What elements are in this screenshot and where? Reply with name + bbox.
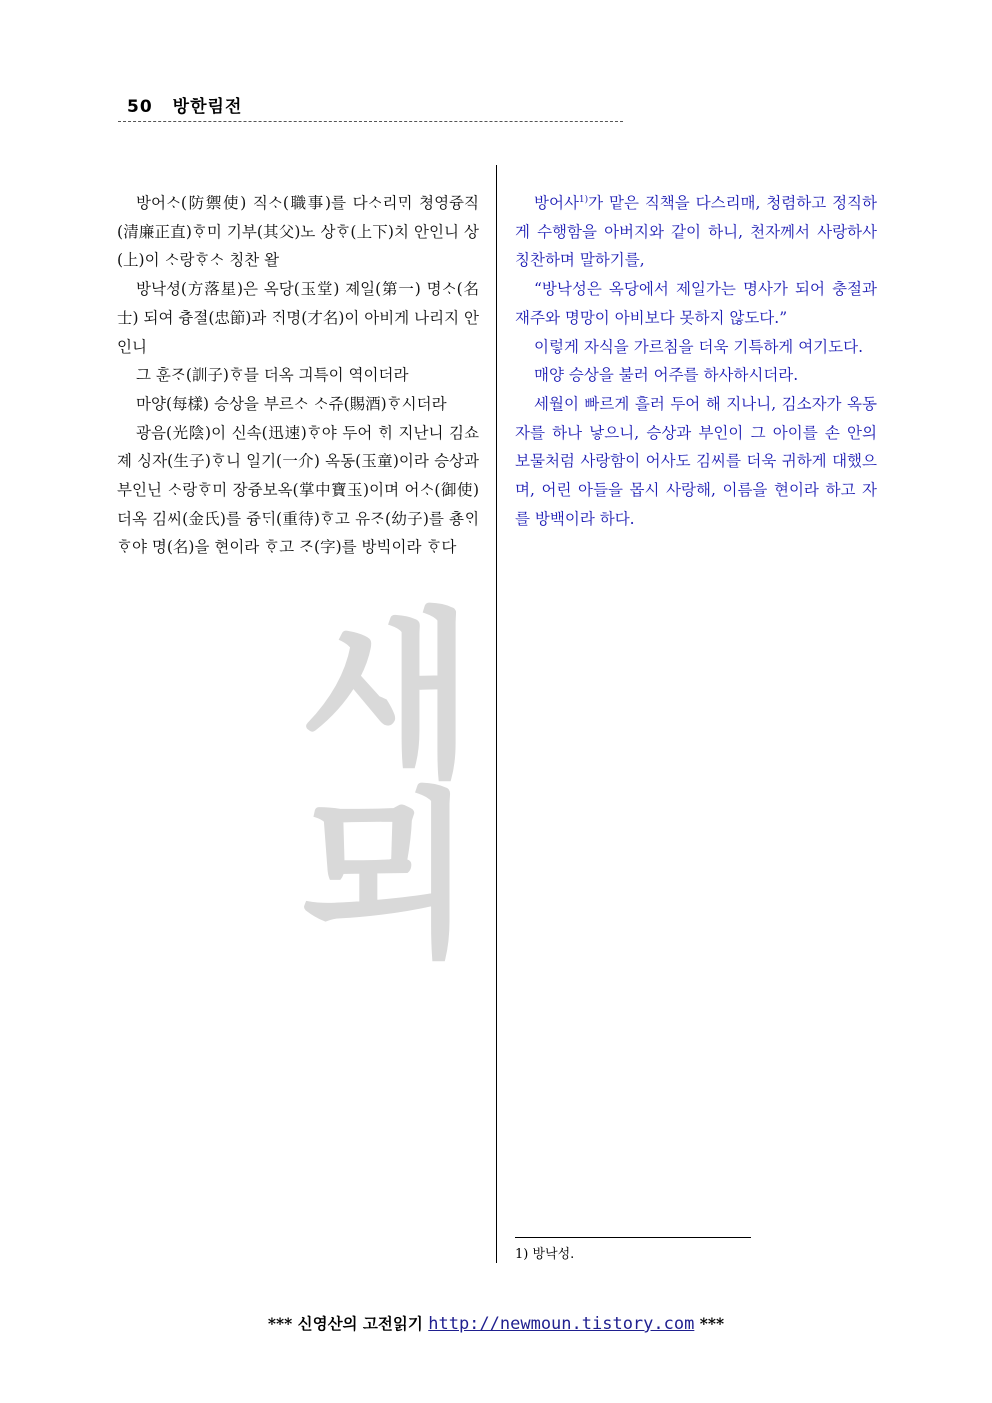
book-title: 방한림전: [172, 97, 243, 117]
footnote-marker: 1): [578, 195, 589, 205]
footnote: 1) 방낙성.: [515, 1247, 575, 1262]
translation-paragraph: 매양 승상을 불러 어주를 하사하시더라.: [534, 366, 799, 385]
page-number: 50: [127, 97, 153, 117]
column-divider: [496, 165, 497, 1263]
original-paragraph: 방어ᄉᆞ(防禦使) 직ᄉᆞ(職事)를 다ᄉᆞ리ᄆᆡ 쳥영즁직(清廉正直)ᄒᆞ미 기부(其父)노 상ᄒᆞ(上下)치 안인니 상(上)이 ᄉᆞ랑ᄒᆞᄉᆞ 칭찬 왈: [117, 194, 479, 270]
original-paragraph: 마양(每樣) 승상을 부르ᄉᆞ ᄉᆞ쥬(賜酒)ᄒᆞ시더라: [136, 394, 447, 413]
watermark: 새 뫼: [300, 593, 544, 982]
original-paragraph: 방낙셩(方落星)은 옥당(玉堂) 졔일(第一) 명ᄉᆞ(名士) 되여 츙졀(忠節)과 ᄌᆡ명(才名)이 아비게 나리지 안인니: [117, 280, 479, 356]
translation-paragraph: 이렇게 자식을 가르침을 더욱 기특하게 여기도다.: [534, 337, 864, 356]
original-paragraph: 그 훈ᄌᆞ(訓子)ᄒᆞ믈 더옥 긔특이 역이더라: [136, 366, 409, 385]
page-footer: [0, 1312, 992, 1334]
original-text-column: [117, 189, 479, 562]
translation-text: 방어사: [534, 194, 579, 212]
blog-link[interactable]: http://newmoun.tistory.com: [428, 1314, 695, 1334]
footer-suffix: ***: [699, 1314, 725, 1333]
translation-paragraph: “방낙성은 옥당에서 제일가는 명사가 되어 충절과 재주와 명망이 아비보다 못하지 않도다.”: [515, 280, 877, 327]
original-paragraph: 광음(光陰)이 신속(迅速)ᄒᆞ야 두어 ᄒᆡ 지난니 김쇼졔 싱자(生子)ᄒᆞ니 일기(一介) 옥동(玉童)이라 승상과 부인닌 ᄉᆞ랑ᄒᆞ미 장즁보옥(掌中寶玉)이며 어ᄉᆞ(御使) 더옥 김씨(金氏)를 즁ᄃᆡ(重待)ᄒᆞ고 유ᄌᆞ(幼子)를 춍ᄋᆡᄒᆞ야 명(名)을 현이라 ᄒᆞ고 ᄌᆞ(字)를 방빅이라 ᄒᆞ다: [117, 423, 479, 557]
translation-text: 가 맡은 직책을 다스리매, 청렴하고 정직하게 수행함을 아버지와 같이 하니, 천자께서 사랑하사 칭찬하며 말하기를,: [515, 194, 877, 270]
translation-column: [515, 189, 877, 533]
page-header: [118, 92, 623, 117]
header-rule: [118, 121, 623, 122]
footnote-rule: [515, 1237, 751, 1238]
translation-paragraph: [515, 189, 877, 275]
translation-paragraph: 세월이 빠르게 흘러 두어 해 지나니, 김소자가 옥동자를 하나 낳으니, 승상과 부인이 그 아이를 손 안의 보물처럼 사랑함이 어사도 김씨를 더욱 귀하게 대했으며, 어린 아들을 몹시 사랑해, 이름을 현이라 하고 자를 방백이라 하다.: [515, 394, 877, 528]
footer-prefix: *** 신영산의 고전읽기: [267, 1314, 423, 1333]
